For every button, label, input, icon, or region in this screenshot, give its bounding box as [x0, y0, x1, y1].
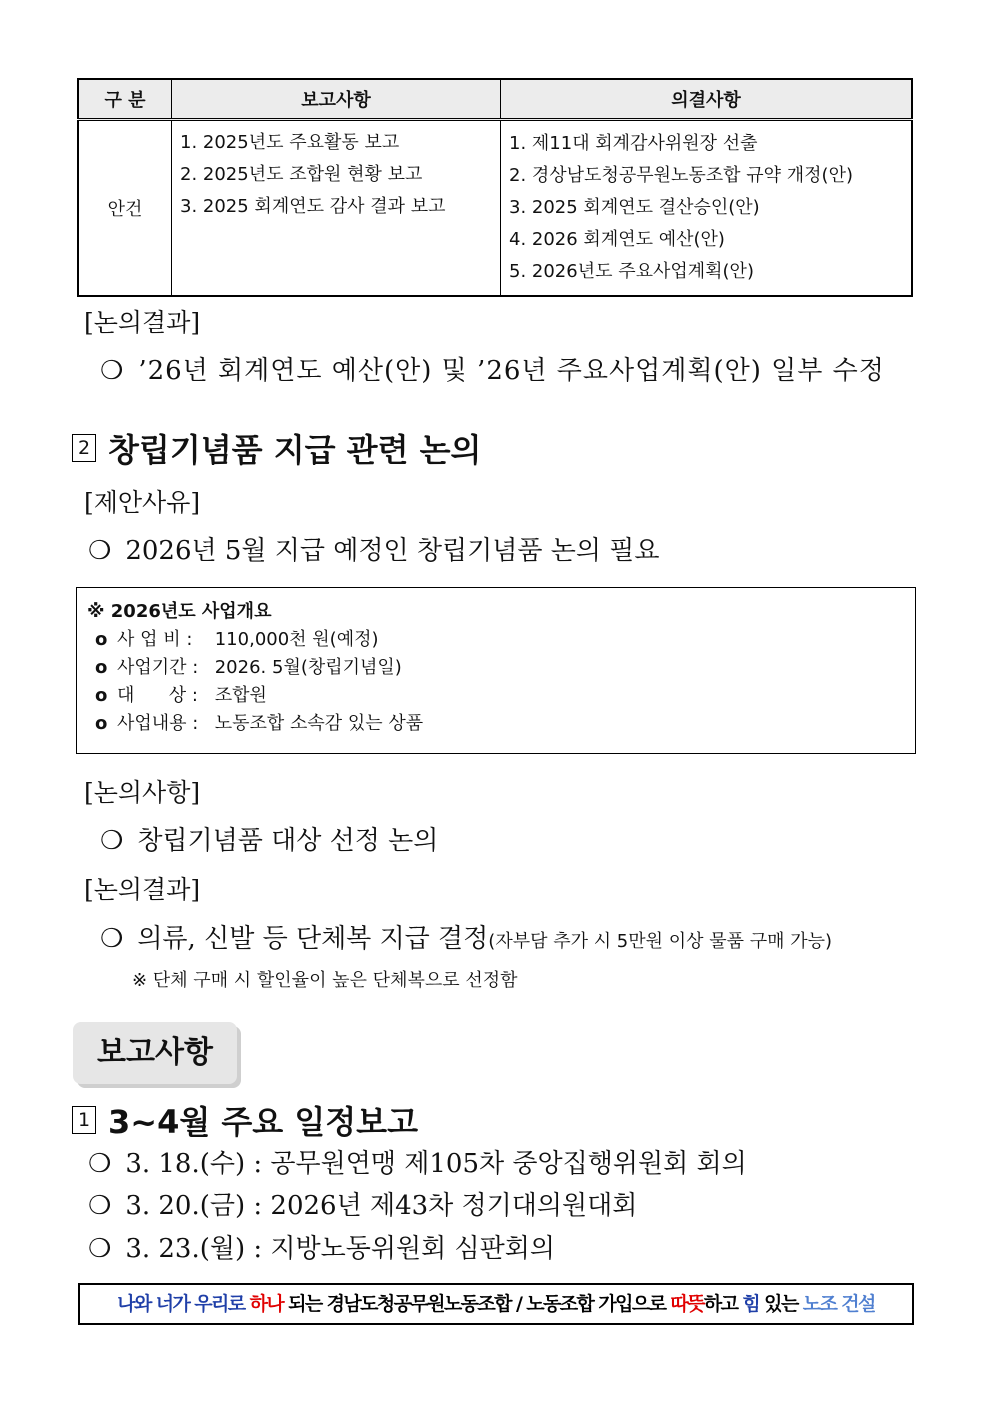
overview-label: 사업기간 : [117, 657, 199, 678]
overview-label: 대 상 : [117, 685, 198, 706]
section2-title: 창립기념품 지급 관련 논의 [108, 431, 482, 469]
decision-item: 2. 경상남도청공무원노동조합 규약 개정(안) [509, 164, 853, 186]
schedule-text: 3. 18.(수) : 공무원연맹 제105차 중앙집행위원회 회의 [125, 1149, 747, 1179]
report-item: 1. 2025년도 주요활동 보고 [180, 132, 400, 153]
section-number-box: 1 [72, 1106, 96, 1134]
circle-bullet-icon: ❍ [100, 924, 124, 954]
bullet-icon: o [95, 713, 108, 734]
decision-item: 5. 2026년도 주요사업계획(안) [509, 260, 754, 282]
circle-bullet-icon: ❍ [100, 356, 125, 386]
discussion-line [100, 820, 438, 857]
reason-label: [제안사유] [84, 488, 201, 517]
overview-value: 노동조합 소속감 있는 상품 [214, 713, 424, 734]
slogan-part: 노조 건설 [802, 1293, 875, 1315]
header-report: 보고사항 [172, 79, 501, 120]
bullet-icon: o [95, 629, 108, 650]
circle-bullet-icon: ❍ [88, 536, 112, 566]
schedule-item [88, 1185, 637, 1222]
result1-text: ’26년 회계연도 예산(안) 및 ’26년 주요사업계획(안) 일부 수정 [138, 356, 885, 386]
overview-box [76, 587, 916, 754]
result2-line [100, 918, 832, 955]
overview-row [87, 654, 905, 682]
overview-value: 110,000천 원(예정) [214, 629, 379, 650]
schedule-item [88, 1228, 555, 1265]
overview-label: 사 업 비 : [117, 629, 193, 650]
slogan-part: 있는 [759, 1293, 803, 1315]
circle-bullet-icon: ❍ [88, 1191, 112, 1221]
slogan-part: 나와 너가 우리로 [117, 1293, 250, 1315]
overview-title: ※ 2026년도 사업개요 [87, 601, 272, 622]
decision-item: 1. 제11대 회계감사위원장 선출 [509, 132, 758, 154]
decision-item: 4. 2026 회계연도 예산(안) [509, 228, 725, 250]
slogan-banner [78, 1283, 914, 1325]
result2-text: 의류, 신발 등 단체복 지급 결정 [137, 924, 489, 954]
result2-note: (자부담 추가 시 5만원 이상 물품 구매 가능) [488, 931, 833, 952]
slogan-part: 하나 [249, 1293, 284, 1315]
report-item: 2. 2025년도 조합원 현황 보고 [180, 164, 423, 185]
section2-heading [72, 425, 481, 471]
bullet-icon: o [95, 685, 108, 706]
overview-value: 2026. 5월(창립기념일) [214, 657, 402, 678]
result1-line [100, 350, 885, 387]
header-decision: 의결사항 [501, 79, 913, 120]
circle-bullet-icon: ❍ [100, 826, 124, 856]
schedule-text: 3. 20.(금) : 2026년 제43차 정기대의원대회 [125, 1191, 638, 1221]
report-item: 3. 2025 회계연도 감사 결과 보고 [180, 196, 446, 217]
circle-bullet-icon: ❍ [88, 1149, 112, 1179]
row-label: 안건 [78, 120, 172, 296]
decision-items-cell [501, 120, 913, 296]
agenda-table [77, 78, 913, 297]
overview-value: 조합원 [214, 685, 267, 706]
result2-label: [논의결과] [84, 875, 201, 904]
slogan-part: 되는 경남도청공무원노동조합 / 노동조합 가입으로 [283, 1293, 671, 1315]
report-section-tag: 보고사항 [73, 1022, 237, 1084]
overview-row [87, 682, 905, 710]
overview-row [87, 626, 905, 654]
decision-item: 3. 2025 회계연도 결산승인(안) [509, 196, 760, 218]
reason-line [88, 530, 659, 567]
header-category: 구 분 [78, 79, 172, 120]
bullet-icon: o [95, 657, 108, 678]
section-number-box: 2 [72, 434, 96, 462]
circle-bullet-icon: ❍ [88, 1234, 112, 1264]
discussion-text: 창립기념품 대상 선정 논의 [137, 826, 439, 856]
schedule-text: 3. 23.(월) : 지방노동위원회 심판회의 [125, 1234, 555, 1264]
schedule-item [88, 1143, 747, 1180]
reason-text: 2026년 5월 지급 예정인 창립기념품 논의 필요 [125, 536, 660, 566]
report-item1-heading [72, 1097, 418, 1143]
result2-sub-note: ※ 단체 구매 시 할인율이 높은 단체복으로 선정함 [132, 970, 518, 991]
overview-row [87, 710, 905, 738]
result1-label: [논의결과] [84, 308, 201, 337]
overview-label: 사업내용 : [117, 713, 199, 734]
report-items-cell [172, 120, 501, 296]
report-item1-title: 3~4월 주요 일정보고 [108, 1103, 419, 1141]
slogan-part: 하고 [703, 1293, 743, 1315]
slogan-part: 힘 [742, 1293, 760, 1315]
slogan-part: 따뜻 [670, 1293, 704, 1315]
discussion-label: [논의사항] [84, 778, 201, 807]
